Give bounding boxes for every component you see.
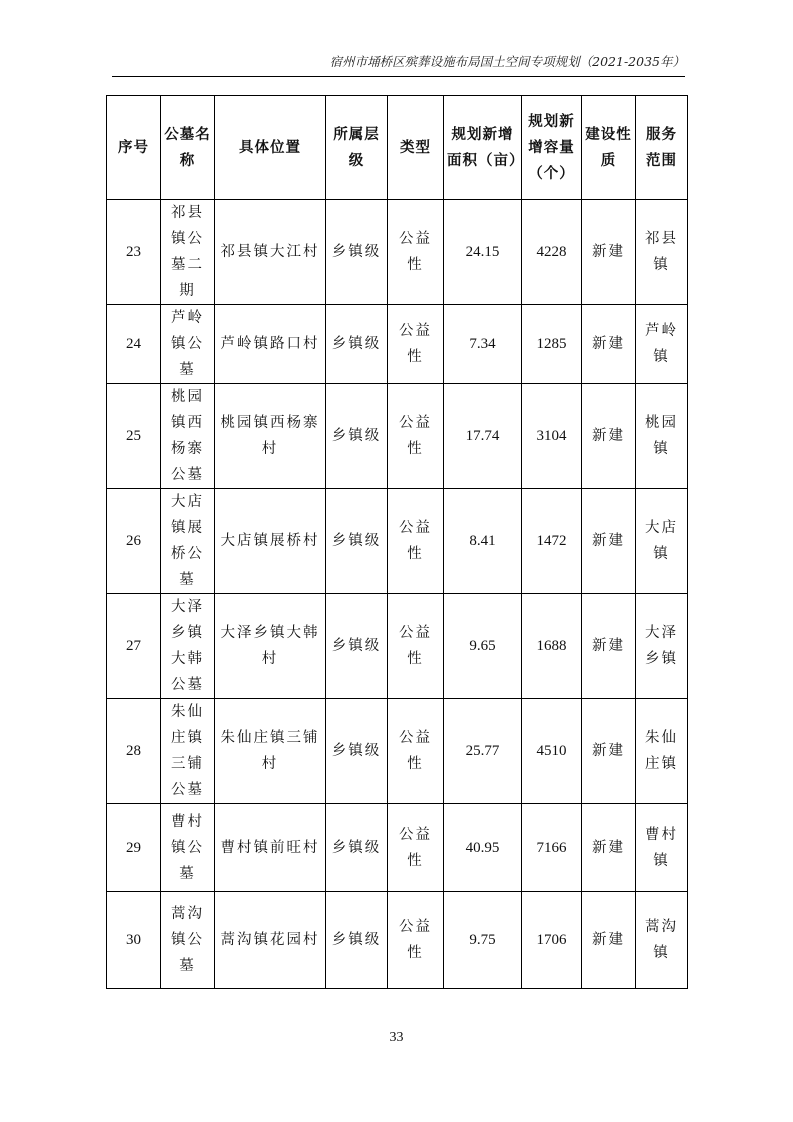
table-row — [107, 892, 688, 989]
cell-location: 蒿沟镇花园村 — [215, 892, 326, 989]
cell-scope: 曹村镇 — [636, 804, 688, 892]
cell-no: 28 — [107, 699, 161, 804]
cell-name: 大泽乡镇大韩公墓 — [161, 594, 215, 699]
cell-type: 公益性 — [388, 594, 444, 699]
cell-name: 蒿沟镇公墓 — [161, 892, 215, 989]
cell-type: 公益性 — [388, 200, 444, 305]
cell-level: 乡镇级 — [326, 384, 388, 489]
cell-level: 乡镇级 — [326, 594, 388, 699]
cell-area: 9.65 — [444, 594, 522, 699]
table-row — [107, 200, 688, 305]
cell-scope: 大店镇 — [636, 489, 688, 594]
col-header-area: 规划新增面积（亩） — [444, 96, 522, 200]
cell-type: 公益性 — [388, 804, 444, 892]
cell-capacity: 1472 — [522, 489, 582, 594]
cell-level: 乡镇级 — [326, 804, 388, 892]
cell-capacity: 3104 — [522, 384, 582, 489]
table-row — [107, 305, 688, 384]
cell-no: 27 — [107, 594, 161, 699]
table-header-row — [107, 96, 688, 200]
table-row — [107, 489, 688, 594]
cell-nature: 新建 — [582, 384, 636, 489]
cell-capacity: 7166 — [522, 804, 582, 892]
cell-capacity: 1688 — [522, 594, 582, 699]
col-header-nature: 建设性质 — [582, 96, 636, 200]
cell-nature: 新建 — [582, 892, 636, 989]
cell-location: 朱仙庄镇三铺村 — [215, 699, 326, 804]
cell-area: 7.34 — [444, 305, 522, 384]
cell-name: 大店镇展桥公墓 — [161, 489, 215, 594]
cell-name: 祁县镇公墓二期 — [161, 200, 215, 305]
cell-level: 乡镇级 — [326, 892, 388, 989]
cell-nature: 新建 — [582, 699, 636, 804]
cell-nature: 新建 — [582, 200, 636, 305]
table-row — [107, 384, 688, 489]
table-row — [107, 804, 688, 892]
cell-name: 桃园镇西杨寨公墓 — [161, 384, 215, 489]
col-header-no: 序号 — [107, 96, 161, 200]
cell-no: 24 — [107, 305, 161, 384]
cell-scope: 桃园镇 — [636, 384, 688, 489]
col-header-capacity: 规划新增容量（个） — [522, 96, 582, 200]
cell-scope: 芦岭镇 — [636, 305, 688, 384]
col-header-type: 类型 — [388, 96, 444, 200]
cell-level: 乡镇级 — [326, 699, 388, 804]
cell-scope: 大泽乡镇 — [636, 594, 688, 699]
cell-no: 23 — [107, 200, 161, 305]
cell-location: 桃园镇西杨寨村 — [215, 384, 326, 489]
cell-type: 公益性 — [388, 699, 444, 804]
cell-type: 公益性 — [388, 384, 444, 489]
cell-nature: 新建 — [582, 489, 636, 594]
header-title: 宿州市埇桥区殡葬设施布局国土空间专项规划（2021-2035年） — [329, 54, 685, 69]
cell-capacity: 1706 — [522, 892, 582, 989]
cell-location: 芦岭镇路口村 — [215, 305, 326, 384]
cell-nature: 新建 — [582, 305, 636, 384]
cell-area: 17.74 — [444, 384, 522, 489]
table-row — [107, 594, 688, 699]
cell-name: 芦岭镇公墓 — [161, 305, 215, 384]
col-header-level: 所属层级 — [326, 96, 388, 200]
table-body — [107, 200, 688, 989]
cell-type: 公益性 — [388, 489, 444, 594]
cell-scope: 朱仙庄镇 — [636, 699, 688, 804]
col-header-name: 公墓名称 — [161, 96, 215, 200]
cell-capacity: 4510 — [522, 699, 582, 804]
cell-area: 8.41 — [444, 489, 522, 594]
cell-scope: 祁县镇 — [636, 200, 688, 305]
cell-level: 乡镇级 — [326, 489, 388, 594]
cell-area: 9.75 — [444, 892, 522, 989]
cell-location: 祁县镇大江村 — [215, 200, 326, 305]
page-header — [112, 52, 685, 77]
cell-nature: 新建 — [582, 804, 636, 892]
cell-location: 大泽乡镇大韩村 — [215, 594, 326, 699]
cell-scope: 蒿沟镇 — [636, 892, 688, 989]
cell-capacity: 4228 — [522, 200, 582, 305]
cell-type: 公益性 — [388, 892, 444, 989]
cell-area: 40.95 — [444, 804, 522, 892]
cell-level: 乡镇级 — [326, 200, 388, 305]
cell-location: 大店镇展桥村 — [215, 489, 326, 594]
cell-no: 26 — [107, 489, 161, 594]
cell-type: 公益性 — [388, 305, 444, 384]
cell-location: 曹村镇前旺村 — [215, 804, 326, 892]
cell-name: 曹村镇公墓 — [161, 804, 215, 892]
cell-no: 29 — [107, 804, 161, 892]
cell-no: 25 — [107, 384, 161, 489]
cell-area: 25.77 — [444, 699, 522, 804]
cell-area: 24.15 — [444, 200, 522, 305]
cemetery-plan-table — [106, 95, 688, 989]
cell-nature: 新建 — [582, 594, 636, 699]
col-header-location: 具体位置 — [215, 96, 326, 200]
page-number: 33 — [389, 1030, 404, 1045]
cell-capacity: 1285 — [522, 305, 582, 384]
cell-name: 朱仙庄镇三铺公墓 — [161, 699, 215, 804]
cell-no: 30 — [107, 892, 161, 989]
col-header-scope: 服务范围 — [636, 96, 688, 200]
table-row — [107, 699, 688, 804]
cell-level: 乡镇级 — [326, 305, 388, 384]
